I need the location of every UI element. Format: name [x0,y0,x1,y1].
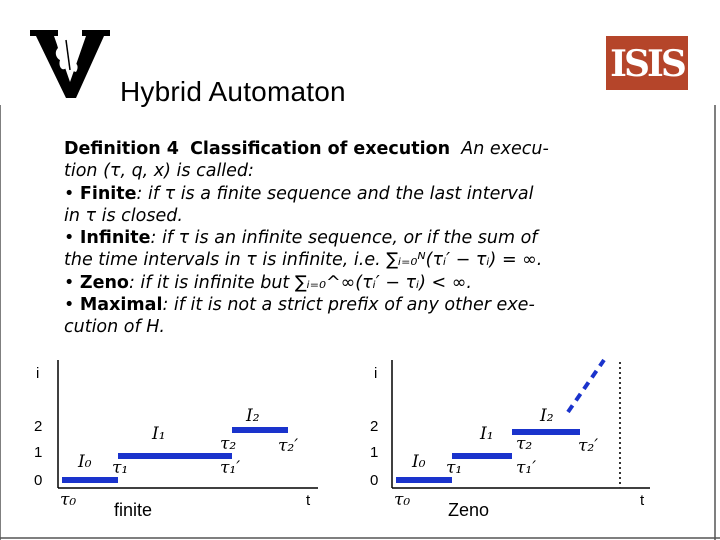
zeno-term: Zeno [79,272,129,293]
zeno-x-axis-label: t [640,492,645,509]
finite-interval-label-i0: I₀ [78,452,92,472]
definition-intro-1: An execu- [461,139,549,159]
finite-term: Finite [79,183,137,204]
zeno-interval-label-i0: I₀ [412,452,426,472]
finite-y-axis-label: i [36,365,40,382]
finite-y-tick-1: 1 [34,444,43,461]
zeno-time-label-tau1: τ₁ [446,458,463,478]
zeno-time-label-tau2-prime: τ₂′ [578,436,599,456]
finite-time-label-tau2-prime: τ₂′ [278,436,299,456]
finite-time-label-tau1: τ₁ [112,458,129,478]
maximal-text-1: : if it is not a strict prefix of any other exe- [162,295,535,316]
definition-heading-line [64,138,634,160]
finite-interval-label-i2: I₂ [246,406,260,426]
vanderbilt-v-logo [28,26,112,100]
zeno-text-1: : if it is infinite but ∑ᵢ₌₀^∞(τᵢ′ − τᵢ) < ∞. [128,272,472,293]
finite-text-2: in τ is closed. [64,205,183,226]
zeno-interval-label-i1: I₁ [480,424,494,444]
zeno-dashed-continuation [568,360,604,412]
zeno-time-label-tau0: τ₀ [394,490,411,510]
zeno-caption: Zeno [448,500,490,520]
zeno-interval-label-i2: I₂ [540,406,554,426]
zeno-y-tick-1: 1 [370,444,379,461]
page-title: Hybrid Automaton [120,76,346,107]
infinite-text-2: the time intervals in τ is infinite, i.e. ∑ᵢ₌₀ᴺ(τᵢ′ − τᵢ) = ∞. [64,250,543,271]
finite-caption: finite [114,500,153,520]
zeno-y-tick-2: 2 [370,418,379,435]
zeno-y-axis-label: i [374,365,378,382]
finite-text-1: : if τ is a finite sequence and the last interval [136,183,534,204]
finite-interval-label-i1: I₁ [152,424,166,444]
infinite-text-1: : if τ is an infinite sequence, or if the sum of [150,228,538,249]
finite-time-label-tau2: τ₂ [220,434,237,454]
zeno-time-label-tau2: τ₂ [516,434,533,454]
maximal-term: Maximal [79,295,163,316]
zeno-time-label-tau1-prime: τ₁′ [516,458,537,478]
diagram-graphics [0,350,720,540]
zeno-y-tick-0: 0 [370,472,379,489]
definition-intro-2: tion (τ, q, x) is called: [64,161,254,182]
finite-x-axis-label: t [306,492,311,509]
finite-time-label-tau0: τ₀ [60,490,77,510]
isis-logo [606,36,688,90]
maximal-text-2: cution of H. [64,317,165,338]
finite-y-tick-0: 0 [34,472,43,489]
finite-time-label-tau1-prime: τ₁′ [220,458,241,478]
finite-y-tick-2: 2 [34,418,43,435]
definition-title: Classification of execution [190,139,451,159]
execution-diagrams [0,350,720,540]
infinite-term: Infinite [79,228,151,249]
definition-heading: Definition 4 [64,139,179,159]
isis-logo-text: ISIS [610,43,684,85]
definition-block: Definition 4 Classification of execution An execu- tion (τ, q, x) is called: • Finite: if τ is a finite sequence and the last interval in τ is closed. • Infinite: if τ is an infinite sequence, or if the sum of the time intervals in τ is infinite, i.e. ∑ᵢ₌₀ᴺ(τᵢ′ − τᵢ) = ∞. • Zeno: if it is infinite but ∑ᵢ₌₀^∞(τᵢ′ − τᵢ) < ∞. • Maximal: if it is not a strict prefix of any other exe- cution of H. [64,138,634,339]
